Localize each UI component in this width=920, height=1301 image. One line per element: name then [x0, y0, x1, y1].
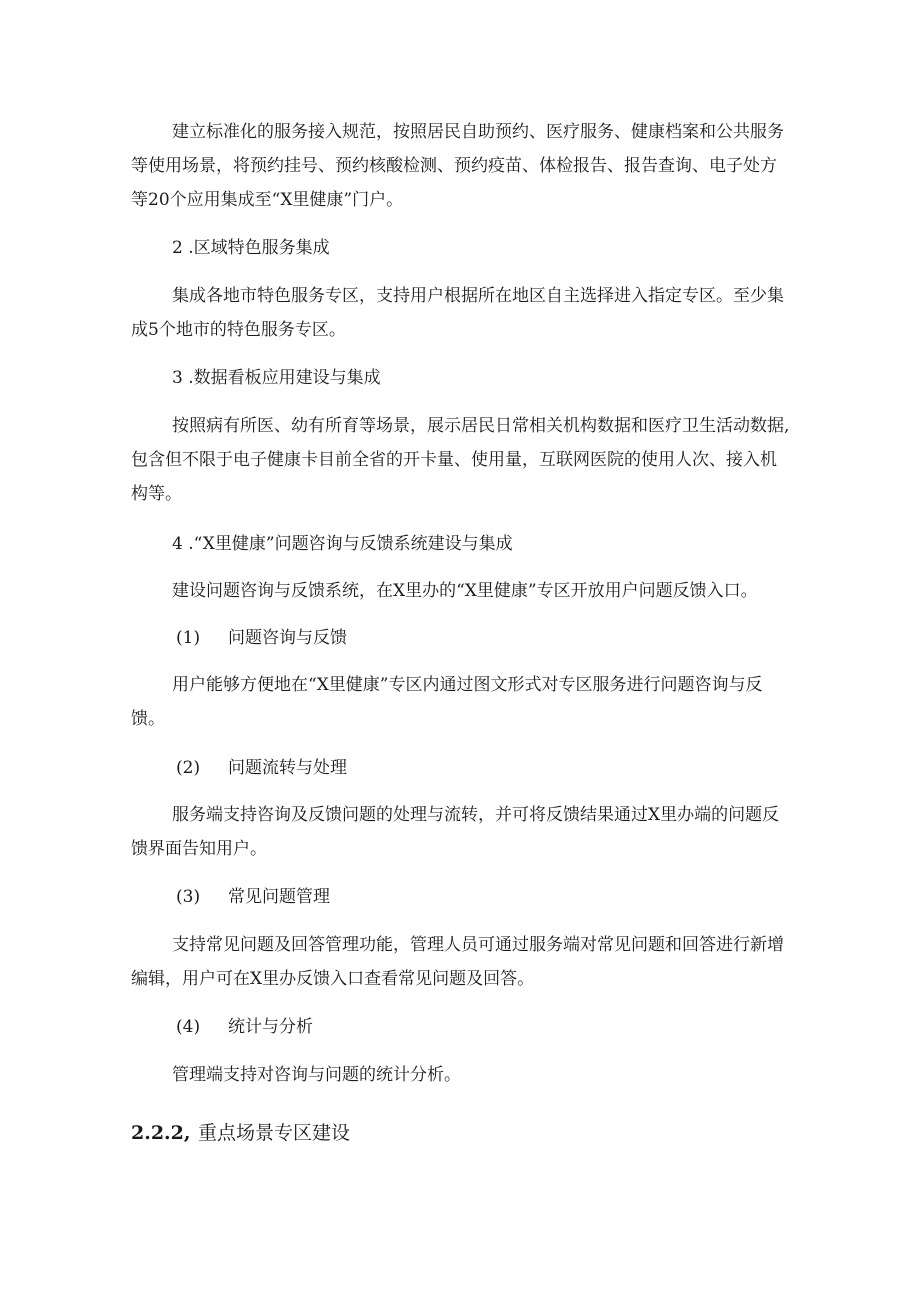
paragraph-line: 服务端支持咨询及反馈问题的处理与流转，并可将反馈结果通过X里办端的问题反 [172, 805, 780, 825]
item-number: (1) [176, 628, 201, 648]
subheading: 2 .区域特色服务集成 [172, 238, 330, 258]
item-number: (4) [176, 1017, 201, 1037]
paragraph-line: 用户能够方便地在“X里健康”专区内通过图文形式对专区服务进行问题咨询与反 [172, 675, 763, 695]
paragraph-line: 包含但不限于电子健康卡目前全省的开卡量、使用量，互联网医院的使用人次、接入机 [131, 450, 777, 470]
paragraph-line: 按照病有所医、幼有所育等场景，展示居民日常相关机构数据和医疗卫生活动数据, [172, 416, 790, 436]
section-title: 重点场景专区建设 [198, 1122, 351, 1144]
paragraph-line: 成5个地市的特色服务专区。 [131, 320, 346, 340]
section-number: 2.2.2, [131, 1122, 191, 1144]
item-title: 常见问题管理 [228, 887, 330, 907]
paragraph-line: 建设问题咨询与反馈系统，在X里办的“X里健康”专区开放用户问题反馈入口。 [172, 581, 758, 601]
item-title: 统计与分析 [228, 1017, 313, 1037]
paragraph-line: 等20个应用集成至“X里健康”门户。 [131, 190, 404, 210]
item-number: (2) [176, 758, 201, 778]
paragraph-line: 馈界面告知用户。 [131, 839, 267, 859]
paragraph-line: 支持常见问题及回答管理功能，管理人员可通过服务端对常见问题和回答进行新增 [172, 935, 784, 955]
subheading: 3 .数据看板应用建设与集成 [172, 368, 381, 388]
subheading: 4 .“X里健康”问题咨询与反馈系统建设与集成 [172, 534, 513, 554]
paragraph-line: 馈。 [131, 709, 165, 729]
paragraph-line: 构等。 [131, 484, 182, 504]
paragraph-line: 等使用场景，将预约挂号、预约核酸检测、预约疫苗、体检报告、报告查询、电子处方 [131, 156, 777, 176]
paragraph-line: 管理端支持对咨询与问题的统计分析。 [172, 1065, 461, 1085]
item-title: 问题流转与处理 [228, 758, 347, 778]
paragraph-line: 建立标准化的服务接入规范，按照居民自助预约、医疗服务、健康档案和公共服务 [172, 122, 784, 142]
paragraph-line: 集成各地市特色服务专区，支持用户根据所在地区自主选择进入指定专区。至少集 [172, 286, 784, 306]
item-number: (3) [176, 887, 201, 907]
item-title: 问题咨询与反馈 [228, 628, 347, 648]
paragraph-line: 编辑，用户可在X里办反馈入口查看常见问题及回答。 [131, 969, 535, 989]
